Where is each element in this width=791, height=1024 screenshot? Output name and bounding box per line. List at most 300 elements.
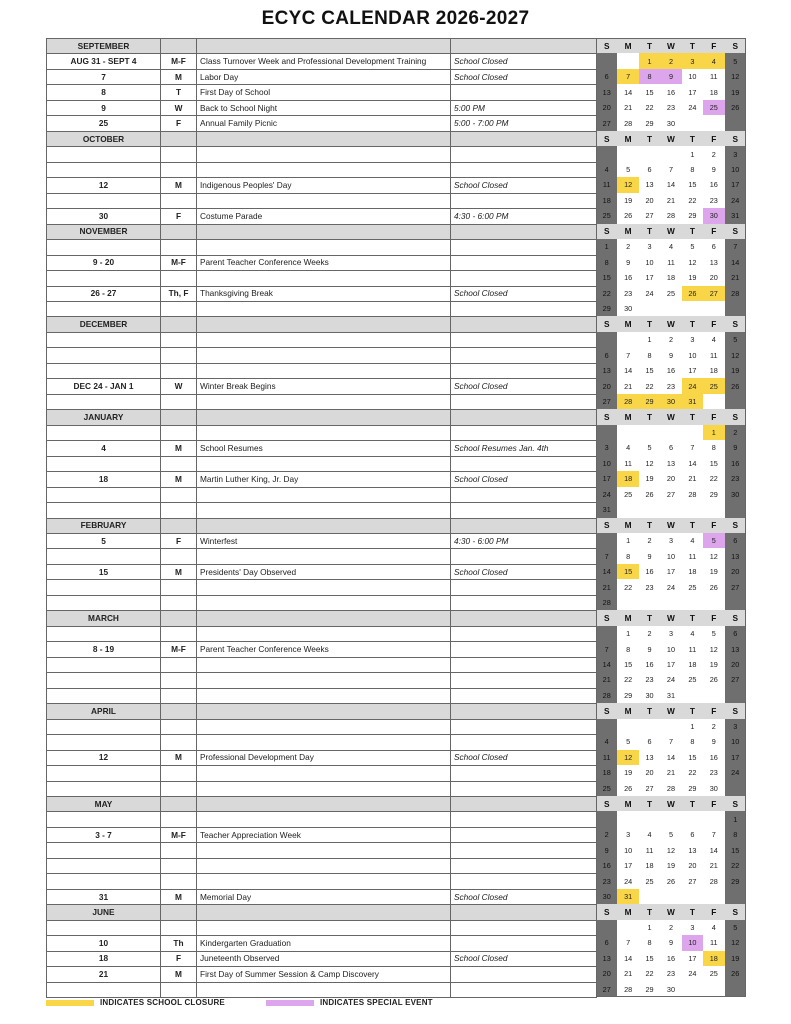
- week-row: [596, 239, 746, 254]
- event-name: Labor Day: [197, 69, 451, 84]
- day-cell: 29: [688, 211, 697, 221]
- event-row: [47, 332, 597, 347]
- week-row: [596, 425, 746, 440]
- weekday-label: T: [639, 703, 660, 718]
- weekday-label: W: [660, 38, 681, 53]
- event-note: [451, 147, 597, 162]
- event-day: [161, 240, 197, 255]
- empty-day-cell: [596, 811, 617, 826]
- day-cell: 16: [666, 366, 676, 376]
- day-cell: 20: [725, 564, 746, 579]
- event-note: 4:30 - 6:00 PM: [451, 534, 597, 549]
- day-cell: 23: [645, 582, 654, 592]
- week-row: [596, 440, 746, 455]
- weekday-label: T: [639, 904, 660, 919]
- day-cell: 3: [668, 536, 673, 546]
- event-day: Th, F: [161, 286, 197, 301]
- day-cell: 28: [596, 688, 617, 703]
- weekday-label: M: [617, 224, 638, 239]
- week-row: [596, 84, 746, 99]
- event-note: School Closed: [451, 54, 597, 69]
- event-date: [47, 503, 161, 518]
- day-cell: 6: [725, 626, 746, 641]
- day-cell: 1: [647, 922, 652, 932]
- event-date: [47, 394, 161, 409]
- event-name: [197, 657, 451, 672]
- mini-calendars: [596, 38, 746, 997]
- day-cell: 22: [645, 103, 654, 113]
- day-cell: 15: [688, 752, 697, 762]
- day-cell: 15: [709, 458, 718, 468]
- event-row: [47, 255, 597, 270]
- day-cell: 2: [711, 149, 716, 159]
- event-name: [197, 920, 451, 935]
- day-cell: 24: [624, 876, 633, 886]
- day-cell: 4: [596, 162, 617, 177]
- day-cell: 28: [688, 489, 697, 499]
- event-date: [47, 735, 161, 750]
- weekday-label: W: [660, 409, 681, 424]
- header-cell: [451, 317, 597, 332]
- weekday-header-row: [596, 224, 746, 239]
- weekday-label: W: [660, 703, 681, 718]
- day-cell: 19: [666, 861, 676, 871]
- event-name: Parent Teacher Conference Weeks: [197, 255, 451, 270]
- day-cell: 12: [725, 347, 746, 362]
- day-cell: 28: [666, 211, 676, 221]
- week-row: [596, 750, 746, 765]
- day-cell: 1: [725, 811, 746, 826]
- day-cell: 18: [617, 471, 638, 486]
- day-cell: 19: [688, 273, 697, 283]
- weekday-label: F: [703, 904, 724, 919]
- day-cell: 8: [711, 443, 716, 453]
- day-cell: 13: [666, 458, 676, 468]
- day-cell: 30: [703, 208, 724, 223]
- event-name: [197, 735, 451, 750]
- month-name: MARCH: [47, 611, 161, 626]
- event-row: [47, 626, 597, 641]
- empty-day-cell: [703, 394, 724, 409]
- event-date: [47, 271, 161, 286]
- day-cell: 19: [709, 659, 718, 669]
- day-cell: 13: [725, 548, 746, 563]
- day-cell: 11: [688, 644, 697, 654]
- event-row: [47, 889, 597, 904]
- empty-day-cell: [617, 332, 638, 347]
- header-cell: [197, 611, 451, 626]
- event-name: [197, 394, 451, 409]
- event-note: [451, 735, 597, 750]
- event-row: [47, 116, 597, 131]
- event-name: Annual Family Picnic: [197, 116, 451, 131]
- event-day: [161, 719, 197, 734]
- day-cell: 21: [666, 195, 676, 205]
- event-date: [47, 812, 161, 827]
- day-cell: 17: [725, 750, 746, 765]
- legend-label: INDICATES SPECIAL EVENT: [320, 998, 433, 1007]
- event-note: [451, 162, 597, 177]
- empty-day-cell: [596, 719, 617, 734]
- day-cell: 17: [688, 87, 697, 97]
- day-cell: 22: [688, 195, 697, 205]
- event-name: [197, 673, 451, 688]
- event-row: [47, 688, 597, 703]
- weekday-label: F: [703, 409, 724, 424]
- weekday-label: S: [725, 409, 746, 424]
- day-cell: 14: [725, 255, 746, 270]
- event-note: [451, 363, 597, 378]
- day-cell: 11: [596, 750, 617, 765]
- event-name: Indigenous Peoples' Day: [197, 178, 451, 193]
- event-row: [47, 967, 597, 982]
- legend-label: INDICATES SCHOOL CLOSURE: [100, 998, 225, 1007]
- day-cell: 26: [709, 675, 718, 685]
- day-cell: 20: [645, 768, 654, 778]
- event-day: [161, 673, 197, 688]
- day-cell: 23: [624, 288, 633, 298]
- day-cell: 31: [596, 502, 617, 517]
- week-row: [596, 811, 746, 826]
- event-note: School Closed: [451, 472, 597, 487]
- event-day: [161, 301, 197, 316]
- weekday-label: F: [703, 38, 724, 53]
- event-note: [451, 85, 597, 100]
- header-cell: [197, 131, 451, 146]
- day-cell: 10: [596, 456, 617, 471]
- day-cell: 2: [711, 721, 716, 731]
- event-row: [47, 425, 597, 440]
- event-name: [197, 766, 451, 781]
- event-note: [451, 657, 597, 672]
- weekday-label: M: [617, 518, 638, 533]
- day-cell: 17: [666, 659, 676, 669]
- week-row: [596, 842, 746, 857]
- weekday-label: S: [725, 38, 746, 53]
- week-row: [596, 146, 746, 161]
- event-day: F: [161, 116, 197, 131]
- day-cell: 23: [709, 768, 718, 778]
- day-cell: 11: [710, 938, 718, 948]
- event-day: [161, 858, 197, 873]
- weekday-label: S: [725, 904, 746, 919]
- event-day: [161, 626, 197, 641]
- weekday-header-row: [596, 409, 746, 424]
- week-row: [596, 579, 746, 594]
- event-date: [47, 673, 161, 688]
- day-cell: 25: [596, 781, 617, 796]
- day-cell: 17: [645, 273, 654, 283]
- event-date: [47, 487, 161, 502]
- event-day: F: [161, 951, 197, 966]
- day-cell: 13: [709, 257, 718, 267]
- event-date: [47, 549, 161, 564]
- empty-day-cell: [596, 53, 617, 68]
- month-name: FEBRUARY: [47, 518, 161, 533]
- day-cell: 27: [666, 489, 676, 499]
- day-cell: 22: [645, 381, 654, 391]
- event-row: [47, 982, 597, 997]
- day-cell: 15: [617, 564, 638, 579]
- day-cell: 4: [647, 830, 652, 840]
- day-cell: 2: [647, 629, 652, 639]
- event-row: [47, 719, 597, 734]
- event-name: [197, 549, 451, 564]
- event-name: [197, 456, 451, 471]
- event-day: [161, 549, 197, 564]
- day-cell: 25: [666, 288, 676, 298]
- events-table: [46, 38, 597, 998]
- day-cell: 3: [725, 146, 746, 161]
- day-cell: 22: [709, 474, 718, 484]
- day-cell: 15: [645, 953, 654, 963]
- week-row: [596, 177, 746, 192]
- day-cell: 4: [711, 335, 716, 345]
- week-row: [596, 347, 746, 362]
- event-date: [47, 766, 161, 781]
- weekday-label: F: [703, 703, 724, 718]
- day-cell: 19: [645, 474, 654, 484]
- day-cell: 9: [647, 551, 652, 561]
- month-name: JUNE: [47, 905, 161, 920]
- day-cell: 9: [647, 644, 652, 654]
- day-cell: 25: [624, 489, 633, 499]
- event-note: [451, 626, 597, 641]
- event-row: [47, 301, 597, 316]
- weekday-label: T: [639, 131, 660, 146]
- event-name: [197, 982, 451, 997]
- event-row: [47, 843, 597, 858]
- weekday-label: T: [639, 38, 660, 53]
- week-row: [596, 53, 746, 68]
- event-date: [47, 657, 161, 672]
- event-day: M-F: [161, 255, 197, 270]
- day-cell: 28: [624, 984, 633, 994]
- empty-day-cell: [725, 982, 746, 997]
- event-day: M: [161, 441, 197, 456]
- event-day: [161, 348, 197, 363]
- day-cell: 22: [645, 969, 654, 979]
- empty-day-cell: [703, 595, 724, 610]
- header-cell: [197, 410, 451, 425]
- event-date: [47, 332, 161, 347]
- day-cell: 28: [666, 783, 676, 793]
- weekday-header-row: [596, 316, 746, 331]
- weekday-label: S: [596, 610, 617, 625]
- header-cell: [161, 39, 197, 54]
- day-cell: 7: [668, 164, 673, 174]
- event-name: [197, 781, 451, 796]
- event-date: [47, 719, 161, 734]
- weekday-label: F: [703, 518, 724, 533]
- day-cell: 9: [725, 440, 746, 455]
- day-cell: 8: [725, 827, 746, 842]
- day-cell: 17: [688, 366, 697, 376]
- day-cell: 31: [617, 889, 638, 904]
- day-cell: 7: [626, 350, 631, 360]
- day-cell: 24: [682, 378, 703, 393]
- event-name: Professional Development Day: [197, 750, 451, 765]
- week-row: [596, 193, 746, 208]
- event-date: [47, 348, 161, 363]
- event-row: [47, 595, 597, 610]
- weekday-label: S: [596, 703, 617, 718]
- event-row: [47, 394, 597, 409]
- event-day: Th: [161, 936, 197, 951]
- empty-day-cell: [703, 811, 724, 826]
- day-cell: 30: [725, 487, 746, 502]
- day-cell: 24: [596, 487, 617, 502]
- day-cell: 22: [725, 858, 746, 873]
- day-cell: 3: [725, 719, 746, 734]
- day-cell: 20: [688, 861, 697, 871]
- day-cell: 1: [626, 536, 631, 546]
- week-row: [596, 595, 746, 610]
- day-cell: 4: [690, 629, 695, 639]
- event-row: [47, 147, 597, 162]
- event-day: [161, 363, 197, 378]
- event-note: [451, 487, 597, 502]
- event-row: [47, 750, 597, 765]
- event-note: [451, 642, 597, 657]
- event-day: [161, 580, 197, 595]
- day-cell: 24: [645, 288, 654, 298]
- day-cell: 6: [668, 443, 673, 453]
- day-cell: 15: [645, 87, 654, 97]
- header-cell: [451, 611, 597, 626]
- event-name: Winter Break Begins: [197, 379, 451, 394]
- week-row: [596, 827, 746, 842]
- day-cell: 8: [626, 551, 631, 561]
- event-row: [47, 951, 597, 966]
- event-row: [47, 936, 597, 951]
- month-name: MAY: [47, 796, 161, 811]
- day-cell: 2: [668, 922, 673, 932]
- empty-day-cell: [617, 719, 638, 734]
- day-cell: 27: [645, 783, 654, 793]
- empty-day-cell: [660, 719, 681, 734]
- day-cell: 14: [666, 752, 676, 762]
- weekday-label: T: [682, 224, 703, 239]
- weekday-label: S: [596, 518, 617, 533]
- empty-day-cell: [660, 146, 681, 161]
- day-cell: 29: [639, 394, 660, 409]
- event-note: School Closed: [451, 750, 597, 765]
- header-cell: [451, 704, 597, 719]
- event-row: [47, 240, 597, 255]
- weekday-label: T: [639, 224, 660, 239]
- day-cell: 25: [709, 969, 718, 979]
- week-row: [596, 255, 746, 270]
- week-row: [596, 781, 746, 796]
- event-row: [47, 920, 597, 935]
- day-cell: 3: [668, 629, 673, 639]
- week-row: [596, 982, 746, 997]
- event-name: School Resumes: [197, 441, 451, 456]
- header-cell: [197, 518, 451, 533]
- weekday-label: T: [682, 131, 703, 146]
- weekday-label: M: [617, 38, 638, 53]
- empty-day-cell: [725, 394, 746, 409]
- weekday-label: M: [617, 703, 638, 718]
- event-note: [451, 193, 597, 208]
- event-date: 31: [47, 889, 161, 904]
- event-row: [47, 503, 597, 518]
- weekday-label: T: [682, 610, 703, 625]
- event-day: [161, 982, 197, 997]
- event-date: 9 - 20: [47, 255, 161, 270]
- event-row: [47, 874, 597, 889]
- weekday-label: T: [682, 518, 703, 533]
- event-day: [161, 332, 197, 347]
- day-cell: 8: [639, 69, 660, 84]
- day-cell: 20: [596, 100, 617, 115]
- day-cell: 28: [596, 595, 617, 610]
- day-cell: 13: [596, 84, 617, 99]
- event-name: Juneteenth Observed: [197, 951, 451, 966]
- event-row: [47, 735, 597, 750]
- week-row: [596, 69, 746, 84]
- event-date: [47, 982, 161, 997]
- day-cell: 12: [725, 935, 746, 950]
- event-note: [451, 673, 597, 688]
- weekday-label: T: [639, 518, 660, 533]
- weekday-label: S: [596, 904, 617, 919]
- day-cell: 6: [711, 242, 716, 252]
- weekday-label: S: [596, 316, 617, 331]
- header-cell: [451, 410, 597, 425]
- event-name: [197, 271, 451, 286]
- day-cell: 13: [725, 641, 746, 656]
- day-cell: 16: [666, 87, 676, 97]
- day-cell: 24: [688, 969, 697, 979]
- event-date: 30: [47, 209, 161, 224]
- event-name: Martin Luther King, Jr. Day: [197, 472, 451, 487]
- event-day: [161, 394, 197, 409]
- day-cell: 2: [596, 827, 617, 842]
- week-row: [596, 456, 746, 471]
- event-day: [161, 147, 197, 162]
- weekday-label: W: [660, 904, 681, 919]
- empty-day-cell: [660, 425, 681, 440]
- empty-day-cell: [639, 719, 660, 734]
- day-cell: 3: [647, 242, 652, 252]
- day-cell: 10: [666, 551, 676, 561]
- day-cell: 5: [725, 53, 746, 68]
- event-day: M: [161, 472, 197, 487]
- event-note: 4:30 - 6:00 PM: [451, 209, 597, 224]
- week-row: [596, 208, 746, 223]
- day-cell: 24: [666, 582, 676, 592]
- day-cell: 21: [725, 270, 746, 285]
- week-row: [596, 471, 746, 486]
- day-cell: 5: [626, 164, 631, 174]
- event-name: Thanksgiving Break: [197, 286, 451, 301]
- page-title: ECYC CALENDAR 2026-2027: [261, 8, 530, 29]
- day-cell: 8: [647, 938, 652, 948]
- empty-day-cell: [596, 425, 617, 440]
- day-cell: 30: [624, 304, 633, 314]
- weekday-label: S: [725, 224, 746, 239]
- event-note: [451, 843, 597, 858]
- event-note: [451, 982, 597, 997]
- event-name: [197, 595, 451, 610]
- week-row: [596, 332, 746, 347]
- day-cell: 11: [688, 551, 697, 561]
- day-cell: 6: [647, 164, 652, 174]
- event-row: [47, 766, 597, 781]
- event-day: [161, 657, 197, 672]
